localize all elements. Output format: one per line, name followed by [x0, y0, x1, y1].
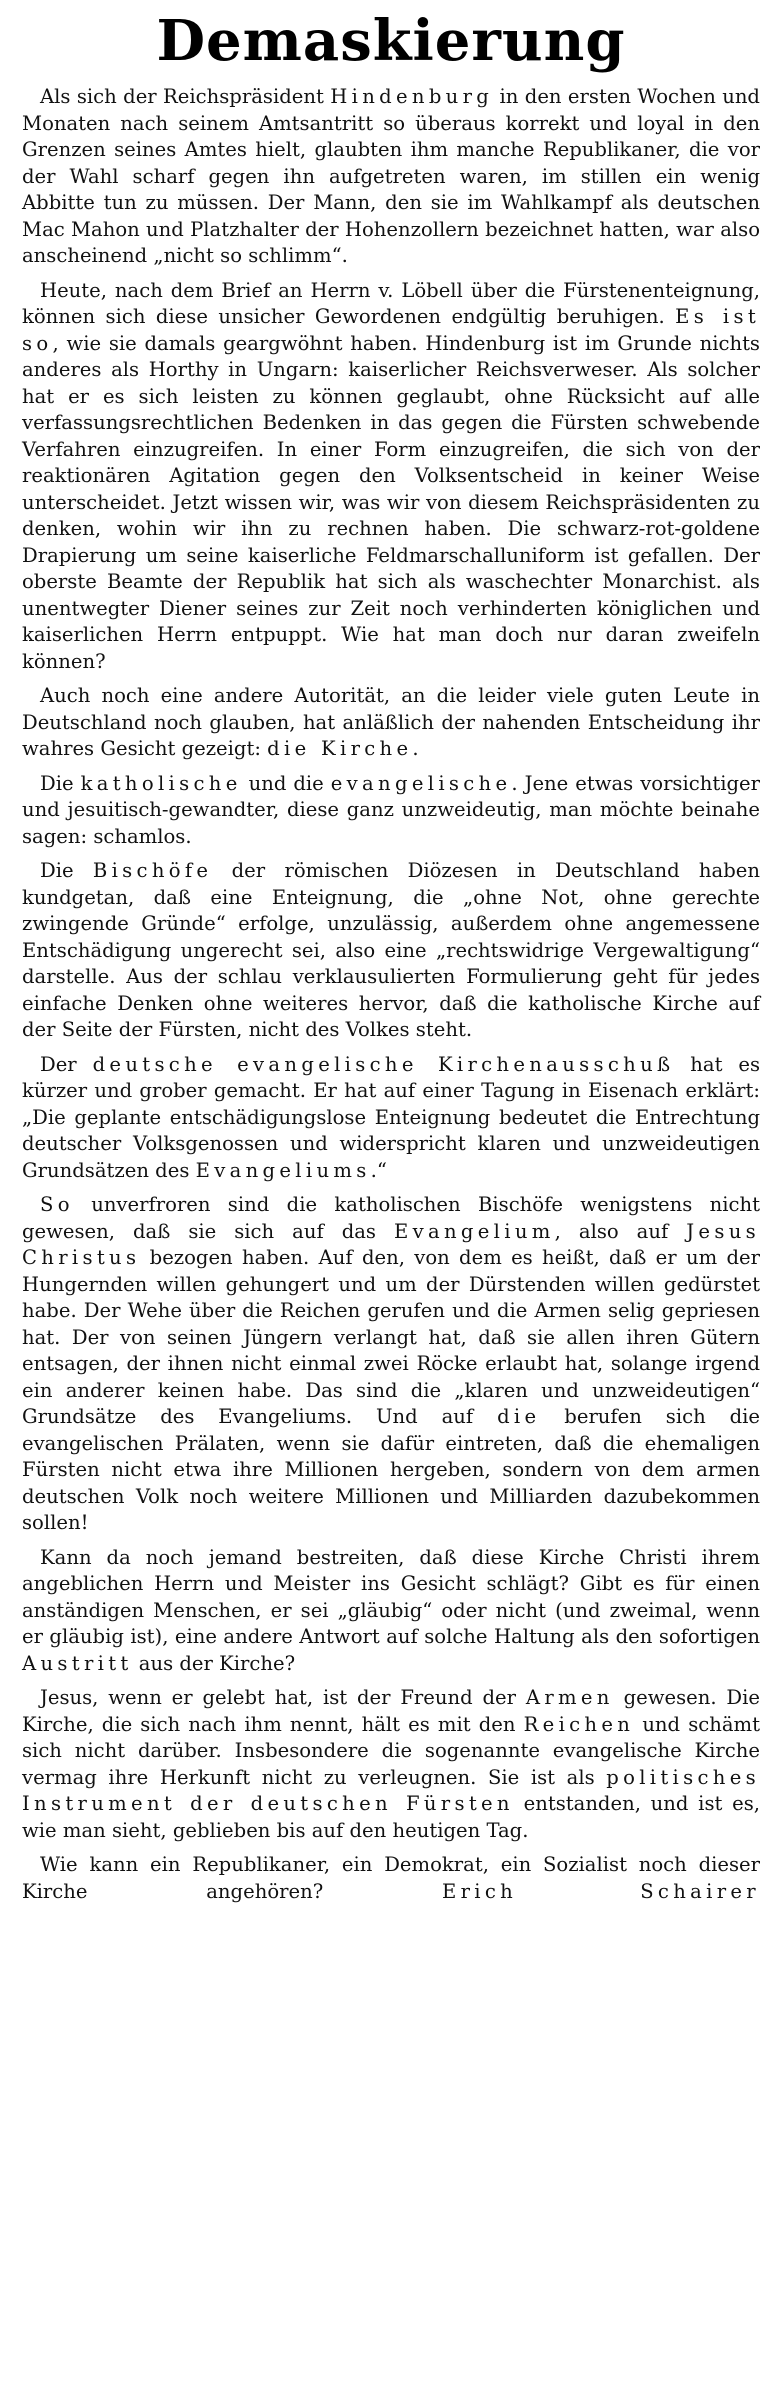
emphasized-text: Reichen	[523, 1712, 635, 1736]
emphasized-text: Hindenburg	[330, 85, 494, 108]
paragraph-text: Kann da noch jemand bestreiten, daß diese Kirche Christi ihrem angeblichen Herrn und Meister ins Gesicht schlägt? Gibt es für einen anständigen Menschen, er sei „gläubig“ oder nicht (und zweimal, wenn er gläubig ist), eine andere Antwort auf solche Haltung als den sofortigen	[22, 1545, 760, 1648]
article-headline: Demaskierung	[156, 8, 626, 74]
emphasized-text: Armen	[525, 1686, 614, 1709]
article-paragraph	[22, 1545, 760, 1678]
article-paragraph	[22, 84, 760, 270]
paragraph-text: der römischen Diözesen in Deutschland haben kundgetan, daß eine Enteignung, die „ohne Not, ohne gerechte zwingende Gründe“ erfolge, unzulässig, außerdem ohne angemessene Entschädigung ungerecht sei, also eine „rechtswidrige Vergewaltigung“ darstelle. Aus der schlau verklausulierten Formulierung geht für jedes einfache Denken ohne weiteres hervor, daß die katholische Kirche auf der Seite der Fürsten, nicht des Volkes steht.	[22, 859, 760, 1041]
paragraph-text: Als sich der Reichspräsident	[40, 85, 331, 108]
paragraph-text: in den ersten Wochen und Monaten nach seinem Amtsantritt so überaus korrekt und loyal in den Grenzen seines Amtes hielt, glaubten ihm manche Republikaner, die vor der Wahl scharf gegen ihn aufgetreten waren, im stillen ein wenig Abbitte tun zu müssen. Der Mann, den sie im Wahlkampf als deutschen Mac Mahon und Platzhalter der Hohenzollern bezeichnet hatten, war also anscheinend „nicht so schlimm“.	[22, 85, 760, 267]
emphasized-text: Evangeliums	[195, 1158, 371, 1182]
emphasized-text: Jesus Christus	[22, 1219, 760, 1269]
paragraph-text: hat es kürzer und grober gemacht. Er hat auf einer Tagung in Eisenach erklärt: „Die geplante entschädigungslose Enteignung bedeutet die Entrechtung deutscher Volksgenossen und widerspricht klaren und unzweideutigen Grundsätzen des	[22, 1052, 761, 1182]
emphasized-text: die	[497, 1405, 541, 1428]
article-paragraph	[22, 278, 760, 676]
article-paragraph	[22, 771, 760, 851]
emphasized-text: Austritt	[22, 1651, 133, 1675]
article-closing	[22, 1852, 760, 1905]
paragraph-text: unverfroren sind die katholischen Bischöfe wenigstens nicht gewesen, daß sie sich auf das	[22, 1193, 760, 1243]
paragraph-text: Auch noch eine andere Autorität, an die leider viele guten Leute in Deutschland noch glauben, hat anläßlich der nahenden Entscheidung ihr wahres Gesicht gezeigt:	[22, 684, 760, 760]
paragraph-text: berufen sich die evangelischen Prälaten, wenn sie dafür eintreten, daß die ehemaligen Fürsten nicht etwa ihre Millionen hergeben, sondern von dem armen deutschen Volk noch weitere Millionen und Milliarden dazubekommen sollen!	[22, 1405, 760, 1534]
paragraph-text: .	[412, 737, 419, 760]
emphasized-text: So	[40, 1193, 74, 1216]
paragraph-text: und schämt sich nicht darüber. Insbesondere die sogenannte evangelische Kirche vermag ihre Herkunft nicht zu verleugnen. Sie ist als	[22, 1712, 760, 1789]
article-paragraph	[22, 683, 760, 763]
article-paragraph	[22, 1052, 760, 1185]
emphasized-text: katholische	[80, 771, 242, 795]
paragraph-text: und die	[241, 771, 331, 795]
article-paragraph	[22, 1685, 760, 1844]
paragraph-text: , wie sie damals geargwöhnt haben. Hindenburg ist im Grunde nichts anderes als Horthy in Ungarn: kaiserlicher Reichsverweser. Als solcher hat er es sich leisten zu können geglaubt, ohne Rücksicht auf alle verfassungsrechtlichen Bedenken in das gegen die Fürsten schwebende Verfahren einzugreifen. In einer Form einzugreifen, die sich von der reaktionären Agitation gegen den Volksentscheid in keiner Weise unterscheidet. Jetzt wissen wir, was wir von diesem Reichspräsidenten zu denken, wohin wir ihn zu rechnen haben. Die schwarz-rot-goldene Drapierung um seine kaiserliche Feldmarschalluniform ist gefallen. Der oberste Beamte der Republik hat sich als waschechter Monarchist. als unentwegter Diener seines zur Zeit noch verhinderten königlichen und kaiserlichen Herrn entpuppt. Wie hat man doch nur daran zweifeln können?	[22, 331, 760, 673]
author-signature: Erich Schairer	[442, 1879, 760, 1903]
emphasized-text: Es ist so	[22, 305, 760, 355]
paragraph-text: entstanden, und ist es, wie man sieht, geblieben bis auf den heutigen Tag.	[22, 1792, 760, 1842]
paragraph-text: Die	[40, 771, 81, 795]
article-body	[22, 84, 760, 1844]
paragraph-text: gewesen. Die Kirche, die sich nach ihm nennt, hält es mit den	[22, 1686, 760, 1736]
paragraph-text: bezogen haben. Auf den, von dem es heißt, daß er um der Hungernden willen gehungert und um der Dürstenden willen gedürstet habe. Der Wehe über die Reichen gerufen und die Armen selig gepriesen hat. Der von seinen Jüngern verlangt hat, daß sie allen ihren Gütern entsagen, der ihnen nicht einmal zwei Röcke erlaubt hat, solange irgend ein anderer keinen habe. Das sind die „klaren und unzweideutigen“ Grundsätze des Evangeliums. Und auf	[22, 1246, 760, 1428]
article-paragraph	[22, 858, 760, 1044]
emphasized-text: deutsche evangelische Kirchenausschuß	[92, 1052, 675, 1076]
paragraph-text: , also auf	[554, 1219, 687, 1243]
emphasized-text: Bischöfe	[92, 859, 213, 882]
paragraph-text: Der	[40, 1052, 93, 1076]
article-paragraph	[22, 1192, 760, 1537]
closing-question: Wie kann ein Republikaner, ein Demokrat, ein Sozialist noch dieser Kirche angehören?	[22, 1853, 760, 1903]
paragraph-text: Heute, nach dem Brief an Herrn v. Löbell über die Fürstenenteignung, können sich diese unsicher Gewordenen endgültig beruhigen.	[22, 278, 760, 328]
emphasized-text: Evangelium	[393, 1219, 555, 1243]
paragraph-text: Jesus, wenn er gelebt hat, ist der Freund der	[40, 1686, 526, 1709]
paragraph-text: .“	[370, 1158, 387, 1182]
closing-paragraph	[22, 1852, 760, 1905]
emphasized-text: die Kirche	[267, 737, 413, 760]
paragraph-text: Die	[40, 859, 93, 882]
emphasized-text: evangelische	[330, 771, 512, 795]
paragraph-text: aus der Kirche?	[132, 1651, 296, 1675]
paragraph-text: . Jene etwas vorsichtiger und jesuitisch-gewandter, diese ganz unzweideutig, man möchte beinahe sagen: schamlos.	[22, 771, 760, 848]
emphasized-text: politisches Instrument der deutschen Fürsten	[22, 1765, 760, 1815]
